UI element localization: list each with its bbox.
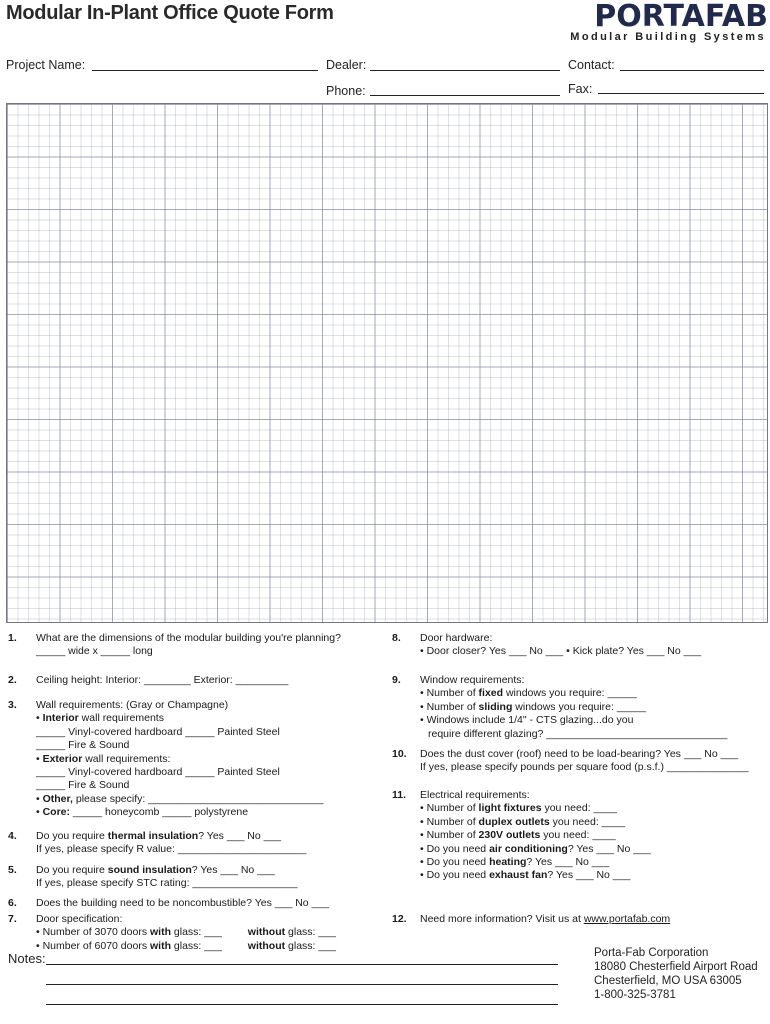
q5-stc-rating-field[interactable]: If yes, please specify STC rating: __________________ (36, 877, 298, 890)
notes-line-2[interactable] (46, 984, 558, 985)
fax-field[interactable] (598, 93, 764, 94)
form-title: Modular In-Plant Office Quote Form (6, 2, 334, 24)
q11-number: 11. (392, 789, 407, 801)
address-line-1: 18080 Chesterfield Airport Road (594, 961, 758, 973)
q8-question: Door hardware: (420, 632, 493, 644)
q11-230v-outlets[interactable]: • Number of 230V outlets you need: ____ (420, 829, 616, 842)
q8-number: 8. (392, 632, 401, 644)
q11-heating[interactable]: • Do you need heating? Yes ___ No ___ (420, 856, 610, 869)
q10-question[interactable]: Does the dust cover (roof) need to be load-bearing? Yes ___ No ___ (420, 748, 739, 760)
q1-number: 1. (8, 632, 17, 644)
contact-label: Contact: (568, 58, 615, 72)
dealer-label: Dealer: (326, 58, 367, 72)
q3-interior-heading: • Interior wall requirements (36, 712, 164, 725)
q9-glazing-field[interactable]: require different glazing? _______________________________ (428, 727, 728, 740)
q3-core[interactable]: • Core: _____ honeycomb _____ polystyrene (36, 806, 249, 819)
dealer-field[interactable] (370, 70, 560, 71)
q4-number: 4. (8, 830, 17, 842)
q11-air-conditioning[interactable]: • Do you need air conditioning? Yes ___ No ___ (420, 842, 651, 855)
q9-window-requirements (420, 674, 727, 741)
notes-line-1[interactable] (46, 964, 558, 965)
logo-tagline: Modular Building Systems (570, 31, 766, 43)
company-address (594, 946, 758, 1002)
q3-other[interactable]: • Other, please specify: ______________________________ (36, 792, 324, 805)
q10-psf-field[interactable]: If yes, please specify pounds per square food (p.s.f.) ______________ (420, 761, 749, 774)
q3-exterior-heading: • Exterior wall requirements: (36, 752, 171, 765)
q2-ceiling-height[interactable]: Ceiling height: Interior: ________ Exterior: _________ (36, 674, 289, 686)
q1-question: What are the dimensions of the modular building you're planning? (36, 632, 341, 644)
q6-noncombustible[interactable]: Does the building need to be noncombustible? Yes ___ No ___ (36, 897, 330, 909)
q7-question: Door specification: (36, 913, 123, 925)
fax-label: Fax: (568, 82, 593, 96)
q10-number: 10. (392, 748, 407, 760)
q3-interior-fire-sound[interactable]: _____ Fire & Sound (36, 739, 130, 752)
q7-6070-doors[interactable]: • Number of 6070 doors with glass: ___ without glass: ___ (36, 939, 336, 952)
contact-field[interactable] (620, 70, 764, 71)
q9-question: Window requirements: (420, 674, 525, 686)
company-name: Porta-Fab Corporation (594, 947, 709, 959)
q8-door-hardware (420, 632, 701, 659)
q12-text: Need more information? Visit us at (420, 913, 584, 925)
phone-field[interactable] (370, 95, 560, 96)
q11-light-fixtures[interactable]: • Number of light fixtures you need: ____ (420, 802, 617, 815)
q6-number: 6. (8, 897, 17, 909)
q7-3070-doors[interactable]: • Number of 3070 doors with glass: ___ without glass: ___ (36, 926, 336, 939)
q5-number: 5. (8, 864, 17, 876)
q3-wall-requirements (36, 699, 323, 820)
q4-r-value-field[interactable]: If yes, please specify R value: ______________________ (36, 843, 307, 856)
q3-interior-options[interactable]: _____ Vinyl-covered hardboard _____ Painted Steel (36, 725, 280, 738)
q3-exterior-fire-sound[interactable]: _____ Fire & Sound (36, 779, 130, 792)
q11-duplex-outlets[interactable]: • Number of duplex outlets you need: ____ (420, 815, 626, 828)
notes-line-3[interactable] (46, 1004, 558, 1005)
q2-number: 2. (8, 674, 17, 686)
q3-question: Wall requirements: (Gray or Champagne) (36, 699, 229, 711)
q9-sliding-windows[interactable]: • Number of sliding windows you require: _____ (420, 700, 647, 713)
q9-glazing-note: • Windows include 1/4" - CTS glazing...do you (420, 714, 634, 727)
project-name-label: Project Name: (6, 58, 86, 72)
q3-number: 3. (8, 699, 17, 711)
phone-label: Phone: (326, 84, 366, 98)
portafab-logo (530, 0, 768, 48)
q5-sound-insulation[interactable]: Do you require sound insulation? Yes ___ No ___ If yes, please specify STC rating: __________________ (36, 864, 298, 890)
q1-text (36, 632, 341, 659)
q10-dust-cover[interactable] (420, 748, 749, 775)
logo-wordmark: PORTAFAB (594, 0, 768, 34)
q4-thermal-insulation[interactable]: Do you require thermal insulation? Yes ___ No ___ If yes, please specify R value: ______________________ (36, 830, 307, 856)
q11-electrical (420, 789, 651, 883)
q7-door-specification (36, 913, 336, 953)
sketch-grid[interactable] (6, 103, 768, 623)
q9-fixed-windows[interactable]: • Number of fixed windows you require: _____ (420, 687, 637, 700)
q8-options[interactable]: • Door closer? Yes ___ No ___ • Kick plate? Yes ___ No ___ (420, 645, 702, 658)
q3-exterior-options[interactable]: _____ Vinyl-covered hardboard _____ Painted Steel (36, 766, 280, 779)
company-phone: 1-800-325-3781 (594, 989, 676, 1001)
address-line-2: Chesterfield, MO USA 63005 (594, 975, 742, 987)
q11-question: Electrical requirements: (420, 789, 530, 801)
q12-number: 12. (392, 913, 407, 925)
q1-dimensions-field[interactable]: _____ wide x _____ long (36, 645, 153, 658)
portafab-website-link[interactable]: www.portafab.com (583, 913, 671, 925)
q9-number: 9. (392, 674, 401, 686)
project-name-field[interactable] (92, 70, 318, 71)
q7-number: 7. (8, 913, 17, 925)
q12-more-info (420, 913, 670, 926)
q11-exhaust-fan[interactable]: • Do you need exhaust fan? Yes ___ No ___ (420, 869, 631, 882)
notes-label: Notes: (8, 951, 46, 966)
